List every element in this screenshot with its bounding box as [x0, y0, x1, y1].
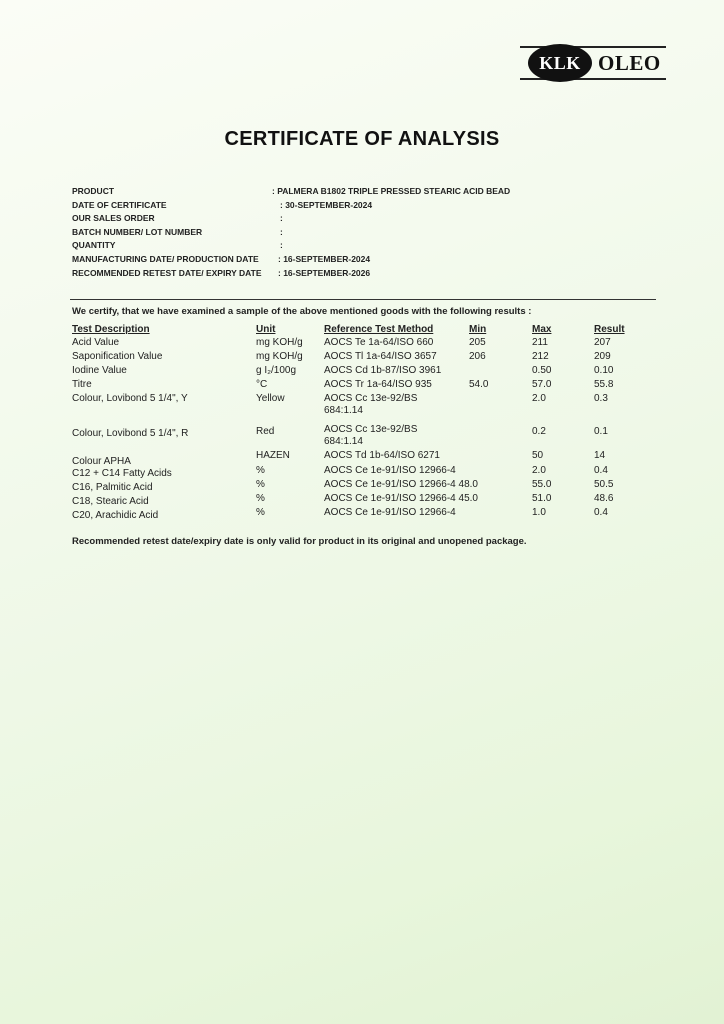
- cell-max: 211: [532, 337, 548, 348]
- cell-method: AOCS Tl 1a-64/ISO 3657: [324, 351, 437, 362]
- cell-method: AOCS Ce 1e-91/ISO 12966-4 45.0: [324, 493, 478, 504]
- info-value: :: [280, 213, 283, 224]
- info-row-batch-number: [72, 227, 672, 241]
- cell-max: 2.0: [532, 393, 546, 404]
- cell-result: 0.4: [594, 507, 608, 518]
- cell-unit: mg KOH/g: [256, 351, 303, 362]
- cell-method: AOCS Te 1a-64/ISO 660: [324, 337, 434, 348]
- cell-method: AOCS Tr 1a-64/ISO 935: [324, 379, 432, 390]
- cell-method: AOCS Ce 1e-91/ISO 12966-4 48.0: [324, 479, 478, 490]
- product-info-block: [72, 186, 672, 281]
- header-test-description: Test Description: [72, 324, 150, 335]
- cell-max: 51.0: [532, 493, 552, 504]
- cell-result: 48.6: [594, 493, 614, 504]
- cell-test: C20, Arachidic Acid: [72, 510, 159, 521]
- cell-method: AOCS Ce 1e-91/ISO 12966-4: [324, 465, 456, 476]
- info-value: :: [280, 226, 283, 237]
- cell-unit: HAZEN: [256, 450, 290, 461]
- cell-result: 0.3: [594, 393, 608, 404]
- info-row-date-of-certificate: [72, 200, 672, 214]
- cell-max: 2.0: [532, 465, 546, 476]
- cell-unit: %: [256, 465, 265, 476]
- info-row-retest-date: [72, 268, 672, 282]
- cell-max: 0.50: [532, 365, 552, 376]
- info-label: OUR SALES ORDER: [72, 213, 155, 224]
- info-value: :: [280, 240, 283, 251]
- klk-oleo-logo: [520, 44, 666, 84]
- cell-test: C18, Stearic Acid: [72, 496, 149, 507]
- cell-max: 50: [532, 450, 544, 461]
- header-reference-method: Reference Test Method: [324, 324, 434, 335]
- cell-result: 209: [594, 351, 611, 362]
- cell-test: Colour APHA: [72, 456, 131, 467]
- cell-result: 55.8: [594, 379, 614, 390]
- cell-max: 57.0: [532, 379, 552, 390]
- info-row-manufacturing-date: [72, 254, 672, 268]
- cell-max: 0.2: [532, 426, 546, 437]
- cell-result: 0.10: [594, 365, 614, 376]
- info-row-quantity: [72, 240, 672, 254]
- info-label: RECOMMENDED RETEST DATE/ EXPIRY DATE: [72, 267, 262, 278]
- header-result: Result: [594, 324, 625, 335]
- cell-method: AOCS Cc 13e-92/BS: [324, 393, 418, 404]
- cell-result: 14: [594, 450, 606, 461]
- cell-test: Colour, Lovibond 5 1/4", R: [72, 428, 189, 439]
- info-value: : 16-SEPTEMBER-2024: [278, 253, 371, 264]
- cell-method: AOCS Ce 1e-91/ISO 12966-4: [324, 507, 456, 518]
- info-value: : PALMERA B1802 TRIPLE PRESSED STEARIC ACID BEAD: [272, 186, 511, 196]
- cell-method-continued: 684:1.14: [324, 436, 363, 447]
- logo-oleo-text: OLEO: [598, 51, 661, 75]
- cell-method: AOCS Td 1b-64/ISO 6271: [324, 450, 440, 461]
- header-unit: Unit: [256, 324, 276, 335]
- cell-method-continued: 684:1.14: [324, 405, 363, 416]
- logo-klk-text: KLK: [539, 52, 581, 73]
- certification-statement: We certify, that we have examined a sample of the above mentioned goods with the following results :: [72, 306, 532, 317]
- cell-unit: °C: [256, 379, 268, 390]
- info-label: QUANTITY: [72, 240, 116, 251]
- cell-unit: g I₂/100g: [256, 365, 297, 376]
- info-row-sales-order: [72, 213, 672, 227]
- cell-test: C12 + C14 Fatty Acids: [72, 468, 172, 479]
- cell-min: 205: [469, 337, 486, 348]
- cell-result: 0.4: [594, 465, 608, 476]
- cell-method: AOCS Cd 1b-87/ISO 3961: [324, 365, 442, 376]
- cell-min: 54.0: [469, 379, 489, 390]
- logo-oval-mark: [528, 44, 592, 82]
- header-min: Min: [469, 324, 487, 335]
- cell-result: 207: [594, 337, 611, 348]
- info-value: : 16-SEPTEMBER-2026: [278, 267, 371, 278]
- cell-unit: Yellow: [256, 393, 285, 404]
- cell-test: Iodine Value: [72, 365, 127, 376]
- cell-max: 1.0: [532, 507, 546, 518]
- header-max: Max: [532, 324, 552, 335]
- info-label: PRODUCT: [72, 186, 115, 196]
- section-divider: [70, 299, 656, 300]
- cell-test: Acid Value: [72, 337, 120, 348]
- cell-unit: %: [256, 493, 265, 504]
- info-label: BATCH NUMBER/ LOT NUMBER: [72, 226, 203, 237]
- cell-unit: %: [256, 479, 265, 490]
- cell-max: 55.0: [532, 479, 552, 490]
- cell-unit: %: [256, 507, 265, 518]
- cell-test: Titre: [72, 379, 92, 390]
- document-title: CERTIFICATE OF ANALYSIS: [224, 128, 500, 150]
- cell-result: 50.5: [594, 479, 614, 490]
- validity-note: Recommended retest date/expiry date is only valid for product in its original and unopened package.: [72, 536, 527, 547]
- cell-unit: Red: [256, 426, 275, 437]
- cell-result: 0.1: [594, 426, 608, 437]
- info-value: : 30-SEPTEMBER-2024: [280, 199, 373, 210]
- cell-min: 206: [469, 351, 486, 362]
- info-label: MANUFACTURING DATE/ PRODUCTION DATE: [72, 253, 259, 264]
- cell-method: AOCS Cc 13e-92/BS: [324, 424, 418, 435]
- cell-test: C16, Palmitic Acid: [72, 482, 153, 493]
- cell-max: 212: [532, 351, 549, 362]
- info-label: DATE OF CERTIFICATE: [72, 199, 167, 210]
- info-row-product: [72, 186, 672, 200]
- cell-unit: mg KOH/g: [256, 337, 303, 348]
- cell-test: Colour, Lovibond 5 1/4", Y: [72, 393, 188, 404]
- cell-test: Saponification Value: [72, 351, 163, 362]
